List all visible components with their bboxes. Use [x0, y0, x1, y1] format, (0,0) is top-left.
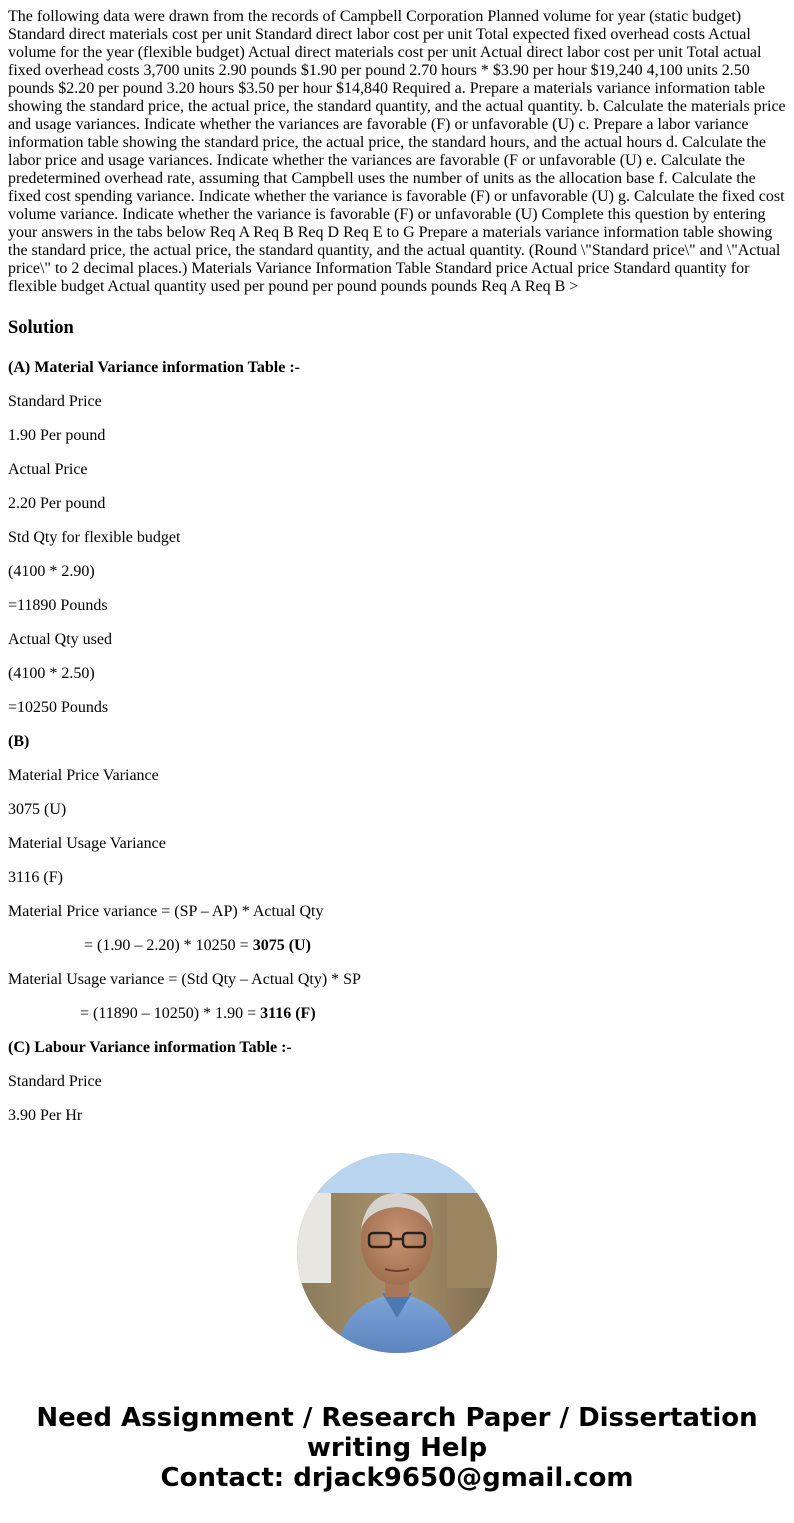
- labour-std-price-value: 3.90 Per Hr: [8, 1107, 83, 1124]
- std-price-value: 1.90 Per pound: [8, 427, 106, 444]
- std-qty-calc: (4100 * 2.90): [8, 563, 95, 580]
- labour-std-price-label: Standard Price: [8, 1073, 102, 1090]
- solution-body: [8, 359, 786, 1141]
- actual-qty-calc: (4100 * 2.50): [8, 665, 95, 682]
- muv-value: 3116 (F): [8, 869, 63, 886]
- std-qty-result: =11890 Pounds: [8, 597, 108, 614]
- muv-formula: Material Usage variance = (Std Qty – Actual Qty) * SP: [8, 971, 361, 988]
- section-a-heading: (A) Material Variance information Table :-: [8, 359, 300, 376]
- mpv-formula: Material Price variance = (SP – AP) * Actual Qty: [8, 903, 324, 920]
- mpv-value: 3075 (U): [8, 801, 67, 818]
- actual-qty-label: Actual Qty used: [8, 631, 112, 648]
- std-price-label: Standard Price: [8, 393, 102, 410]
- section-b-heading: (B): [8, 733, 30, 750]
- muv-result: 3116 (F): [260, 1005, 316, 1022]
- mpv-label: Material Price Variance: [8, 767, 159, 784]
- muv-label: Material Usage Variance: [8, 835, 166, 852]
- mpv-result: 3075 (U): [252, 937, 311, 954]
- author-portrait-image: [297, 1153, 497, 1353]
- std-qty-label: Std Qty for flexible budget: [8, 529, 181, 546]
- footer-line-2: writing Help: [306, 1433, 488, 1463]
- footer-contact: Contact: drjack9650@gmail.com: [160, 1463, 634, 1493]
- footer-banner: [0, 1403, 794, 1493]
- muv-calc-text: = (11890 – 10250) * 1.90 =: [80, 1005, 261, 1022]
- author-photo: [297, 1153, 497, 1353]
- muv-calculation: [8, 1005, 786, 1039]
- actual-price-value: 2.20 Per pound: [8, 495, 106, 512]
- actual-qty-result: =10250 Pounds: [8, 699, 109, 716]
- section-c-heading: (C) Labour Variance information Table :-: [8, 1039, 292, 1056]
- mpv-calc-text: = (1.90 – 2.20) * 10250 =: [84, 937, 253, 954]
- actual-price-label: Actual Price: [8, 461, 88, 478]
- question-text: The following data were drawn from the records of Campbell Corporation Planned volume for year (static budget) Standard direct materials cost per unit Standard direct labor cost per unit Total expected fixed overhead costs Actual volume for the year (flexible budget) Actual direct materials cost per unit Actual direct labor cost per unit Total actual fixed overhead costs 3,700 units 2.90 pounds $1.90 per pound 2.70 hours * $3.90 per hour $19,240 4,100 units 2.50 pounds $2.20 per pound 3.20 hours $3.50 per hour $14,840 Required a. Prepare a materials variance information table showing the standard price, the actual price, the standard quantity, and the actual quantity. b. Calculate the materials price and usage variances. Indicate whether the variances are favorable (F) or unfavorable (U) c. Prepare a labor variance information table showing the standard price, the actual price, the standard hours, and the actual hours d. Calculate the labor price and usage variances. Indicate whether the variances are favorable (F or unfavorable (U) e. Calculate the predetermined overhead rate, assuming that Campbell uses the number of units as the allocation base f. Calculate the fixed cost spending variance. Indicate whether the variance is favorable (F) or unfavorable (U) g. Calculate the fixed cost volume variance. Indicate whether the variance is favorable (F) or unfavorable (U) Complete this question by entering your answers in the tabs below Req A Req B Req D Req E to G Prepare a materials variance information table showing the standard price, the actual price, the standard quantity, and the actual quantity. (Round \"Standard price\" and \"Actual price\" to 2 decimal places.) Materials Variance Information Table Standard price Actual price Standard quantity for flexible budget Actual quantity used per pound per pound pounds pounds Req A Req B >: [8, 8, 786, 295]
- document-body: [8, 8, 786, 1141]
- footer-line-1: Need Assignment / Research Paper / Dissertation: [36, 1403, 758, 1433]
- mpv-calculation: [8, 937, 786, 971]
- solution-heading: Solution: [8, 318, 74, 338]
